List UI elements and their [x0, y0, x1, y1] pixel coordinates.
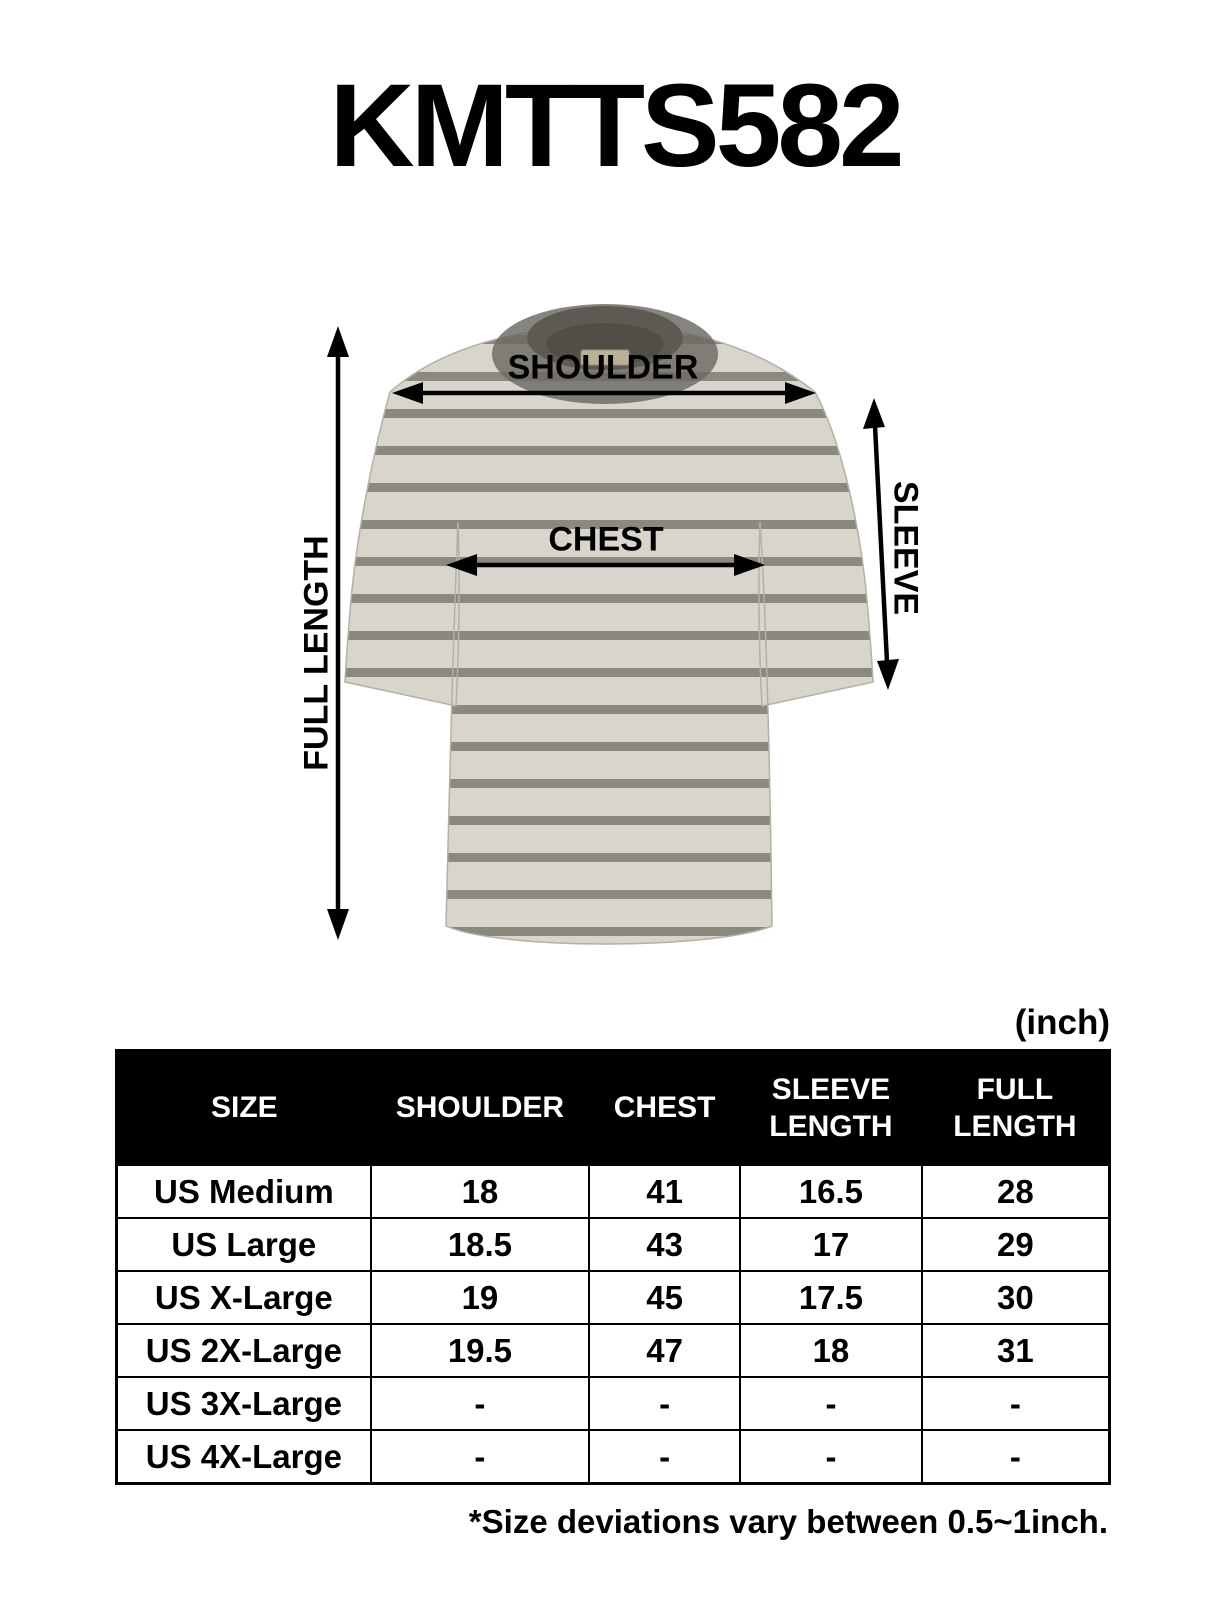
sleeve-length-cell: 18 — [740, 1324, 922, 1377]
size-cell: US 2X-Large — [117, 1324, 371, 1377]
col-header-sleeve-length: SLEEVE LENGTH — [740, 1051, 922, 1166]
col-header-size: SIZE — [117, 1051, 371, 1166]
table-row — [117, 1165, 1110, 1218]
col-header-chest: CHEST — [589, 1051, 740, 1166]
sleeve-length-cell: - — [740, 1430, 922, 1484]
size-cell: US Large — [117, 1218, 371, 1271]
col-header-shoulder: SHOULDER — [371, 1051, 589, 1166]
size-footnote: *Size deviations vary between 0.5~1inch. — [468, 1503, 1108, 1540]
size-cell: US 3X-Large — [117, 1377, 371, 1430]
shoulder-cell: 19 — [371, 1271, 589, 1324]
full-length-cell: 30 — [922, 1271, 1110, 1324]
size-cell: US Medium — [117, 1165, 371, 1218]
col-header-full-length: FULL LENGTH — [922, 1051, 1110, 1166]
sleeve-label: SLEEVE — [886, 480, 925, 616]
table-row — [117, 1377, 1110, 1430]
page-title: KMTTS582 — [329, 60, 901, 192]
shirt-body — [345, 326, 873, 944]
chest-label: CHEST — [548, 520, 664, 559]
size-table — [115, 1049, 1111, 1485]
table-row — [117, 1430, 1110, 1484]
sleeve-length-cell: 17 — [740, 1218, 922, 1271]
chest-cell: - — [589, 1430, 740, 1484]
shoulder-cell: - — [371, 1430, 589, 1484]
chest-cell: 43 — [589, 1218, 740, 1271]
shoulder-label: SHOULDER — [507, 348, 699, 387]
table-row — [117, 1271, 1110, 1324]
shoulder-cell: - — [371, 1377, 589, 1430]
chest-cell: 41 — [589, 1165, 740, 1218]
sleeve-length-cell: 17.5 — [740, 1271, 922, 1324]
chest-cell: 47 — [589, 1324, 740, 1377]
size-table-header-row — [117, 1051, 1110, 1166]
shoulder-cell: 19.5 — [371, 1324, 589, 1377]
full-length-label: FULL LENGTH — [297, 535, 336, 771]
table-row — [117, 1218, 1110, 1271]
size-cell: US X-Large — [117, 1271, 371, 1324]
table-row — [117, 1324, 1110, 1377]
chest-cell: 45 — [589, 1271, 740, 1324]
unit-label: (inch) — [1014, 1003, 1110, 1042]
full-length-cell: 29 — [922, 1218, 1110, 1271]
size-cell: US 4X-Large — [117, 1430, 371, 1484]
full-length-cell: 28 — [922, 1165, 1110, 1218]
chest-cell: - — [589, 1377, 740, 1430]
shoulder-cell: 18 — [371, 1165, 589, 1218]
sleeve-length-cell: 16.5 — [740, 1165, 922, 1218]
full-length-cell: - — [922, 1377, 1110, 1430]
sleeve-length-cell: - — [740, 1377, 922, 1430]
shoulder-cell: 18.5 — [371, 1218, 589, 1271]
full-length-cell: - — [922, 1430, 1110, 1484]
full-length-cell: 31 — [922, 1324, 1110, 1377]
